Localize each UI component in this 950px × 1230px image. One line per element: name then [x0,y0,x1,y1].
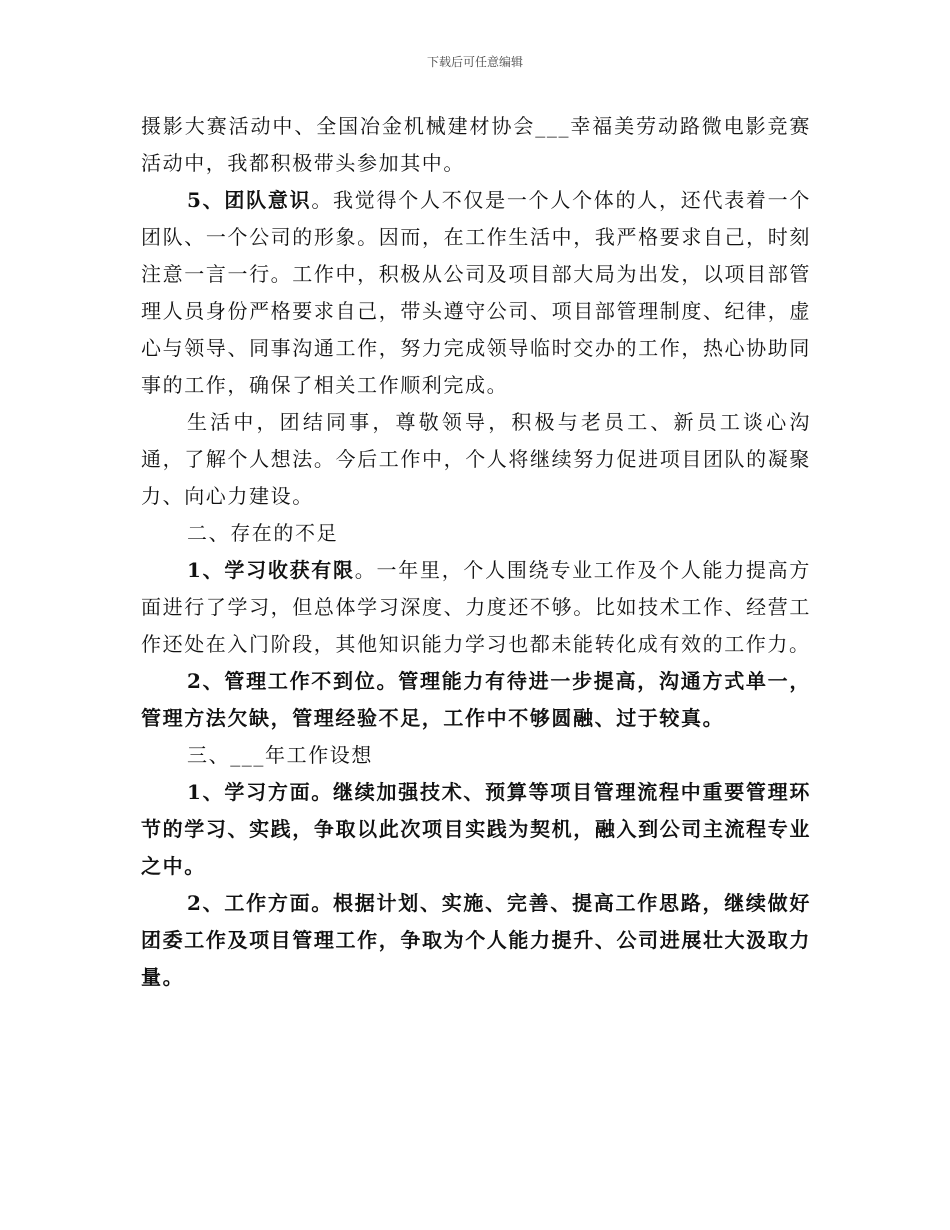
paragraph-8-text: 1、学习方面。继续加强技术、预算等项目管理流程中重要管理环节的学习、实践，争取以此次项目实践为契机，融入到公司主流程专业之中。 [141,780,811,878]
page-header: 下载后可任意编辑 [426,55,523,69]
section-heading-2-text: 二、存在的不足 [187,521,339,545]
paragraph-8 [141,774,811,885]
paragraph-9 [141,885,811,996]
paragraph-2 [141,182,811,404]
paragraph-5-lead: 1、学习收获有限 [187,558,355,582]
paragraph-6-text: 2、管理工作不到位。管理能力有待进一步提高，沟通方式单一，管理方法欠缺，管理经验不足，工作中不够圆融、过于较真。 [141,669,811,730]
section-heading-3-text: 三、___年工作设想 [187,743,373,767]
document-body [141,108,811,996]
paragraph-3 [141,404,811,515]
paragraph-9-text: 2、工作方面。根据计划、实施、完善、提高工作思路，继续做好团委工作及项目管理工作，争取为个人能力提升、公司进展壮大汲取力量。 [141,891,811,989]
section-heading-2 [141,515,811,552]
paragraph-1-text: 摄影大赛活动中、全国冶金机械建材协会___幸福美劳动路微电影竞赛活动中，我都积极带头参加其中。 [141,114,811,175]
paragraph-5 [141,552,811,663]
paragraph-5-text: 。一年里，个人围绕专业工作及个人能力提高方面进行了学习，但总体学习深度、力度还不够。比如技术工作、经营工作还处在入门阶段，其他知识能力学习也都未能转化成有效的工作力。 [141,558,811,656]
paragraph-2-text: 。我觉得个人不仅是一个人个体的人，还代表着一个团队、一个公司的形象。因而，在工作生活中，我严格要求自己，时刻注意一言一行。工作中，积极从公司及项目部大局为出发，以项目部管理人员身份严格要求自己，带头遵守公司、项目部管理制度、纪律，虚心与领导、同事沟通工作，努力完成领导临时交办的工作，热心协助同事的工作，确保了相关工作顺利完成。 [141,188,811,397]
section-heading-3 [141,737,811,774]
paragraph-6 [141,663,811,737]
paragraph-2-lead: 5、团队意识 [187,188,312,212]
paragraph-1 [141,108,811,182]
paragraph-3-text: 生活中，团结同事，尊敬领导，积极与老员工、新员工谈心沟通，了解个人想法。今后工作中，个人将继续努力促进项目团队的凝聚力、向心力建设。 [141,410,811,508]
